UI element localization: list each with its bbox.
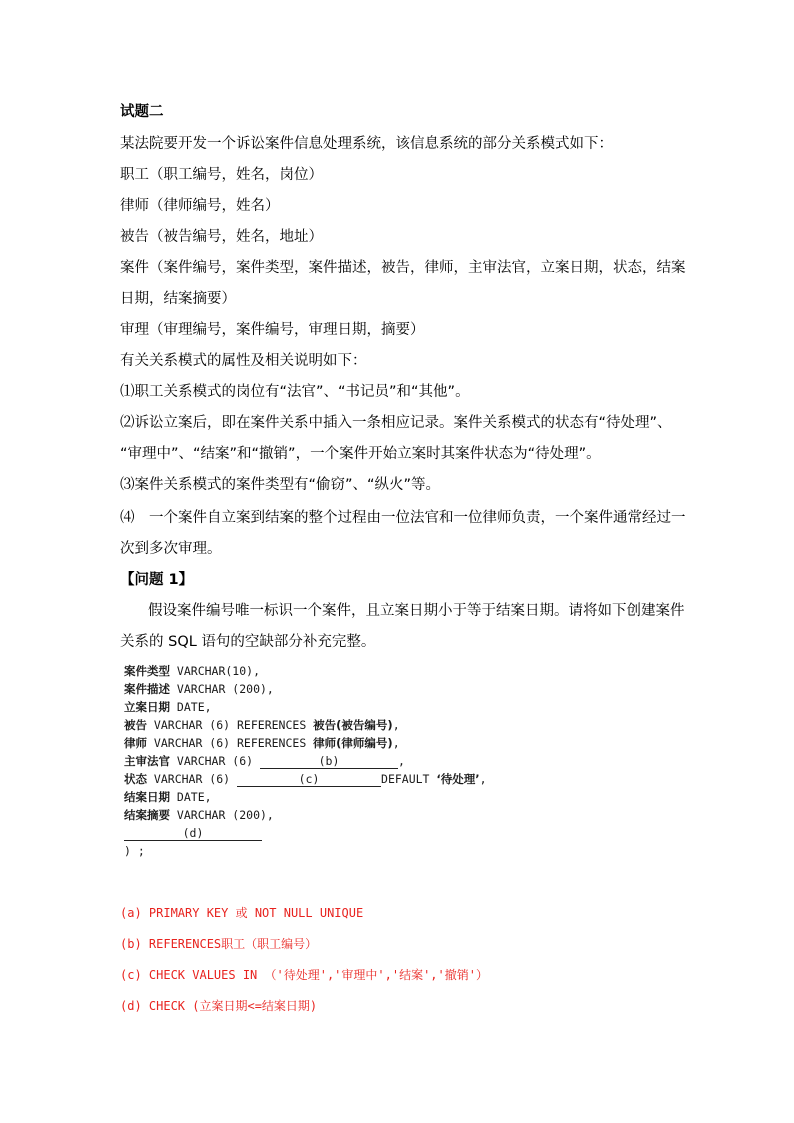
blank-b: (b) (260, 754, 398, 769)
code-field-name: 被告 (124, 718, 147, 732)
code-field-type: VARCHAR (6) REFERENCES (147, 736, 314, 750)
code-field-name: 律师 (124, 736, 147, 750)
sql-code-image (124, 662, 584, 860)
code-line-blank-d (124, 824, 584, 842)
code-field-name: 案件描述 (124, 682, 170, 696)
note-1: ⑴职工关系模式的岗位有“法官”、“书记员”和“其他”。 (120, 384, 470, 400)
code-line-status (124, 770, 584, 788)
note-3: ⑶案件关系模式的案件类型有“偷窃”、“纵火”等。 (120, 477, 441, 493)
answer-d: (d) CHECK (立案日期<=结案日期) (120, 999, 318, 1013)
code-closing: ) ; (124, 844, 145, 858)
code-field-type: VARCHAR (200), (170, 808, 274, 822)
code-field-type: VARCHAR (200), (170, 682, 274, 696)
code-line-filing-date (124, 698, 584, 716)
code-field-name: 立案日期 (124, 700, 170, 714)
code-default: DEFAULT (381, 772, 437, 786)
code-line-defendant (124, 716, 584, 734)
code-default-value: ‘待处理’ (436, 772, 480, 786)
code-field-name: 案件类型 (124, 664, 170, 678)
intro-text: 某法院要开发一个诉讼案件信息处理系统，该信息系统的部分关系模式如下： (120, 136, 613, 152)
note-4: ⑷ 一个案件自立案到结案的整个过程由一位法官和一位律师负责，一个案件通常经过一 (120, 510, 686, 526)
answer-c: (c) CHECK VALUES IN （'待处理','审理中','结案','撤销'） (120, 968, 488, 982)
note-2-cont: “审理中”、“结案”和“撤销”，一个案件开始立案时其案件状态为“待处理”。 (120, 446, 601, 462)
code-field-type: DATE, (170, 790, 212, 804)
code-line-lawyer (124, 734, 584, 752)
blank-d: (d) (124, 826, 262, 841)
schema-case-cont: 日期，结案摘要） (120, 291, 236, 307)
code-reference: 律师(律师编号) (313, 736, 393, 750)
code-field-type: VARCHAR (6) REFERENCES (147, 718, 314, 732)
note-2: ⑵诉讼立案后，即在案件关系中插入一条相应记录。案件关系模式的状态有“待处理”、 (120, 415, 672, 431)
code-line-close-date (124, 788, 584, 806)
code-field-name: 结案摘要 (124, 808, 170, 822)
answer-a: (a) PRIMARY KEY 或 NOT NULL UNIQUE (120, 906, 364, 920)
exam-title: 试题二 (120, 104, 164, 120)
code-field-name: 主审法官 (124, 754, 170, 768)
code-punct: , (398, 754, 405, 768)
code-field-type: VARCHAR (6) (170, 754, 261, 768)
code-reference: 被告(被告编号) (313, 718, 393, 732)
schema-employee: 职工（职工编号，姓名，岗位） (120, 167, 323, 183)
code-field-type: VARCHAR (6) (147, 772, 238, 786)
code-line-judge (124, 752, 584, 770)
code-field-name: 状态 (124, 772, 147, 786)
code-punct: , (479, 772, 487, 786)
note-4-cont: 次到多次审理。 (120, 541, 222, 557)
code-line-case-desc (124, 680, 584, 698)
code-field-name: 结案日期 (124, 790, 170, 804)
code-punct: , (392, 736, 400, 750)
blank-c: (c) (237, 772, 381, 787)
question-text-cont: 关系的 SQL 语句的空缺部分补充完整。 (120, 634, 376, 650)
code-line-close-summary (124, 806, 584, 824)
schema-trial: 审理（审理编号，案件编号，审理日期，摘要） (120, 322, 425, 338)
code-field-type: VARCHAR(10), (170, 664, 261, 678)
code-line-case-type (124, 662, 584, 680)
question-text: 假设案件编号唯一标识一个案件，且立案日期小于等于结案日期。请将如下创建案件 (148, 603, 685, 619)
code-field-type: DATE, (170, 700, 212, 714)
schema-lawyer: 律师（律师编号，姓名） (120, 198, 280, 214)
schema-case: 案件（案件编号，案件类型，案件描述，被告，律师，主审法官，立案日期，状态，结案 (120, 260, 686, 276)
code-punct: , (392, 718, 400, 732)
schema-defendant: 被告（被告编号，姓名，地址） (120, 229, 323, 245)
answer-b: (b) REFERENCES职工（职工编号） (120, 937, 318, 951)
question-label: 【问题 1】 (120, 572, 194, 588)
notes-header: 有关关系模式的属性及相关说明如下： (120, 353, 367, 369)
code-line-end (124, 842, 584, 860)
